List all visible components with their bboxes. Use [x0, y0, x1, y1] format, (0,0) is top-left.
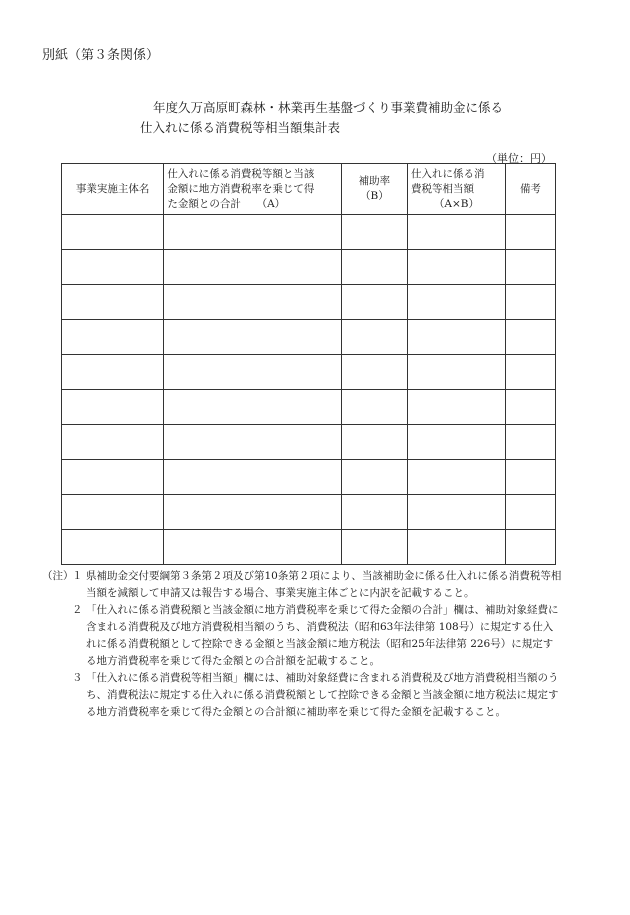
tax-summary-table	[61, 163, 556, 565]
tax-equivalent-cell[interactable]	[408, 320, 506, 355]
subsidy-rate-cell[interactable]	[341, 460, 407, 495]
note-item-1	[42, 568, 562, 602]
tax-total-cell[interactable]	[164, 320, 341, 355]
entity-name-cell[interactable]	[62, 215, 164, 250]
remarks-cell[interactable]	[505, 285, 555, 320]
entity-name-cell[interactable]	[62, 495, 164, 530]
table-row	[62, 285, 556, 320]
header-tax-total-a: 仕入れに係る消費税等額と当該 金額に地方消費税率を乗じて得 た金額との合計 （A）	[164, 164, 341, 215]
remarks-cell[interactable]	[505, 390, 555, 425]
tax-total-cell[interactable]	[164, 215, 341, 250]
tax-total-cell[interactable]	[164, 355, 341, 390]
entity-name-cell[interactable]	[62, 320, 164, 355]
table-row	[62, 320, 556, 355]
note-number-1: １	[72, 570, 83, 582]
subsidy-rate-cell[interactable]	[341, 390, 407, 425]
table-row	[62, 250, 556, 285]
tax-equivalent-cell[interactable]	[408, 250, 506, 285]
tax-total-cell[interactable]	[164, 250, 341, 285]
entity-name-cell[interactable]	[62, 390, 164, 425]
remarks-cell[interactable]	[505, 530, 555, 565]
remarks-cell[interactable]	[505, 425, 555, 460]
entity-name-cell[interactable]	[62, 530, 164, 565]
notes-label: （注）	[42, 570, 74, 582]
tax-equivalent-cell[interactable]	[408, 390, 506, 425]
entity-name-cell[interactable]	[62, 285, 164, 320]
note-text-1: 県補助金交付要綱第３条第２項及び第10条第２項により、当該補助金に係る仕入れに係る消費税等相当額を減額して申請又は報告する場合、事業実施主体ごとに内訳を記載すること。	[86, 570, 562, 599]
title-line-1: 年度久万高原町森林・林業再生基盤づくり事業費補助金に係る	[153, 100, 504, 115]
table-row	[62, 530, 556, 565]
entity-name-cell[interactable]	[62, 250, 164, 285]
subsidy-rate-cell[interactable]	[341, 530, 407, 565]
note-text-2: 「仕入れに係る消費税額と当該金額に地方消費税率を乗じて得た金額の合計」欄は、補助対象経費に含まれる消費税及び地方消費税相当額のうち、消費税法（昭和63年法律第 108号）に規定する仕入れに係る消費税額として控除できる金額と当該金額に地方税法（昭和25年法律第 226号）に規定する地方消費税率を乗じて得た金額との合計額を記載すること。	[86, 604, 559, 667]
tax-equivalent-cell[interactable]	[408, 215, 506, 250]
subsidy-rate-cell[interactable]	[341, 250, 407, 285]
table-row	[62, 355, 556, 390]
tax-equivalent-cell[interactable]	[408, 460, 506, 495]
subsidy-rate-cell[interactable]	[341, 355, 407, 390]
subsidy-rate-cell[interactable]	[341, 285, 407, 320]
header-tax-equivalent-axb: 仕入れに係る消 費税等相当額 （A×B）	[408, 164, 506, 215]
tax-equivalent-cell[interactable]	[408, 530, 506, 565]
tax-total-cell[interactable]	[164, 460, 341, 495]
tax-equivalent-cell[interactable]	[408, 355, 506, 390]
table-header-row	[62, 164, 556, 215]
remarks-cell[interactable]	[505, 320, 555, 355]
subsidy-rate-cell[interactable]	[341, 320, 407, 355]
document-title	[140, 98, 503, 138]
notes-section	[42, 568, 562, 721]
header-subsidy-rate-b: 補助率 （B）	[341, 164, 407, 215]
attachment-label: 別紙（第３条関係）	[42, 48, 160, 63]
note-number-2: ２	[72, 604, 83, 616]
note-text-3: 「仕入れに係る消費税等相当額」欄には、補助対象経費に含まれる消費税及び地方消費税相当額のうち、消費税法に規定する仕入れに係る消費税額として控除できる金額と当該金額に地方税法に規定する地方消費税率を乗じて得た金額との合計額に補助率を乗じて得た金額を記載すること。	[86, 672, 559, 718]
tax-total-cell[interactable]	[164, 390, 341, 425]
unit-label: （単位：円）	[486, 152, 552, 165]
table-row	[62, 495, 556, 530]
entity-name-cell[interactable]	[62, 460, 164, 495]
table-row	[62, 425, 556, 460]
subsidy-rate-cell[interactable]	[341, 425, 407, 460]
entity-name-cell[interactable]	[62, 425, 164, 460]
tax-total-cell[interactable]	[164, 530, 341, 565]
tax-total-cell[interactable]	[164, 495, 341, 530]
remarks-cell[interactable]	[505, 250, 555, 285]
remarks-cell[interactable]	[505, 355, 555, 390]
table-row	[62, 390, 556, 425]
header-entity-name: 事業実施主体名	[62, 164, 164, 215]
header-remarks: 備考	[505, 164, 555, 215]
remarks-cell[interactable]	[505, 460, 555, 495]
note-item-3	[42, 670, 562, 721]
entity-name-cell[interactable]	[62, 355, 164, 390]
table-row	[62, 460, 556, 495]
subsidy-rate-cell[interactable]	[341, 495, 407, 530]
tax-equivalent-cell[interactable]	[408, 495, 506, 530]
note-number-3: ３	[72, 672, 83, 684]
tax-equivalent-cell[interactable]	[408, 285, 506, 320]
remarks-cell[interactable]	[505, 495, 555, 530]
remarks-cell[interactable]	[505, 215, 555, 250]
tax-total-cell[interactable]	[164, 285, 341, 320]
tax-total-cell[interactable]	[164, 425, 341, 460]
table-row	[62, 215, 556, 250]
subsidy-rate-cell[interactable]	[341, 215, 407, 250]
note-item-2	[42, 602, 562, 670]
tax-equivalent-cell[interactable]	[408, 425, 506, 460]
title-line-2: 仕入れに係る消費税等相当額集計表	[140, 120, 341, 135]
